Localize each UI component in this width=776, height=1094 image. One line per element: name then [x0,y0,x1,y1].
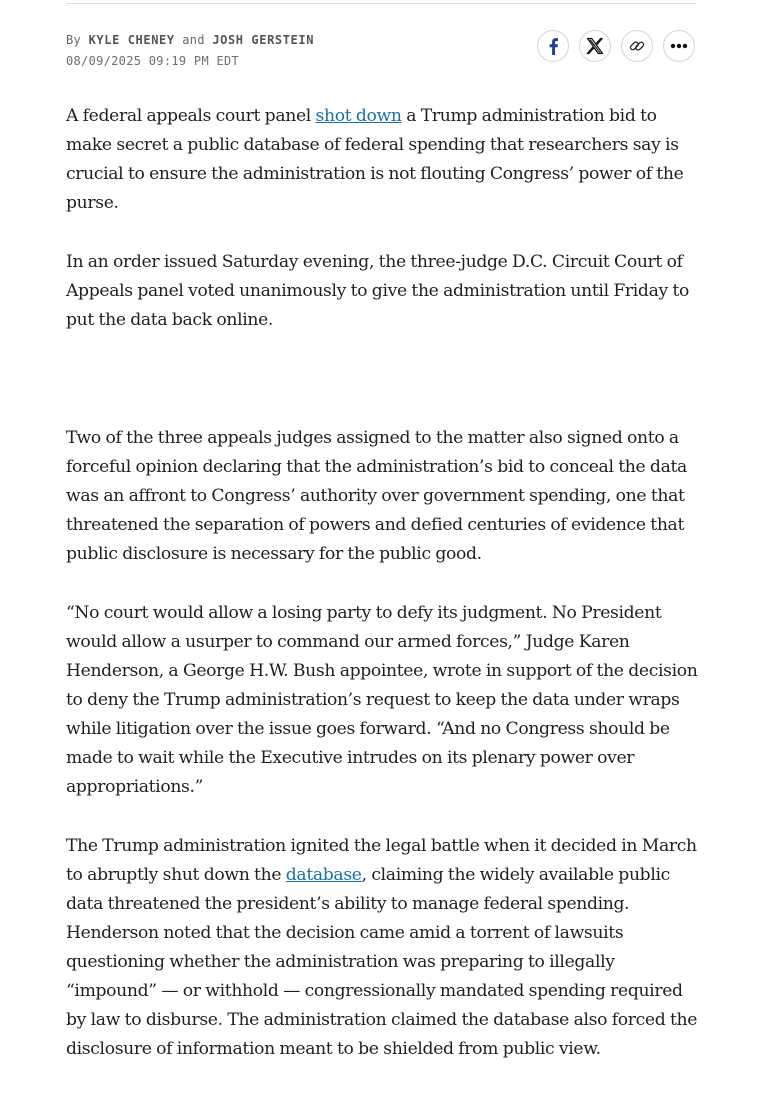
link-icon [628,37,646,55]
paragraph-4: “No court would allow a losing party to defy its judgment. No President would allow a usurper to command our armed forces,” Judge Karen Henderson, a George H.W. Bush appointee, wrote in support of the decision to deny the Trump administration’s request to keep the data under wraps while litigation over the issue goes forward. “And no Congress should be made to wait while the Executive intrudes on its plenary power over appropriations.” [66,603,698,797]
share-x-button[interactable] [579,30,611,62]
publish-timestamp: 08/09/2025 09:19 PM EDT [66,54,240,68]
x-icon [586,37,604,55]
more-icon [670,43,688,49]
author-link-kyle-cheney[interactable]: KYLE CHENEY [88,33,175,47]
byline-joiner: and [182,33,205,47]
database-link[interactable]: database [285,865,362,885]
paragraph-5: The Trump administration ignited the legal battle when it decided in March to abruptly shut down the database, claiming the widely available public data threatened the president’s ability to manage federal spending. Henderson noted that the decision came amid a torrent of lawsuits questioning whether the administration was preparing to illegally “impound” — or withhold — congressionally mandated spending required by law to disburse. The administration claimed the database also forced the disclosure of information meant to be shielded from public view. [66,836,698,1059]
paragraph-2: In an order issued Saturday evening, the three-judge D.C. Circuit Court of Appeals panel voted unanimously to give the administration until Friday to put the data back online. [66,252,690,330]
byline [66,31,314,70]
ad-spacer [66,365,698,394]
share-bar [537,30,695,62]
paragraph-3: Two of the three appeals judges assigned to the matter also signed onto a forceful opinion declaring that the administration’s bid to conceal the data was an affront to Congress’ authority over government spending, one that threatened the separation of powers and defied centuries of evidence that public disclosure is necessary for the public good. [66,428,687,564]
copy-link-button[interactable] [621,30,653,62]
article-body [66,102,698,1094]
author-link-josh-gerstein[interactable]: JOSH GERSTEIN [212,33,315,47]
share-facebook-button[interactable] [537,30,569,62]
authors [66,31,314,49]
paragraph-1: A federal appeals court panel shot down a Trump administration bid to make secret a public database of federal spending that researchers say is crucial to ensure the administration is not flouting Congress’ power of the purse. [66,106,684,213]
top-divider [66,3,696,4]
shot-down-link[interactable]: shot down [315,106,402,126]
more-options-button[interactable] [663,30,695,62]
facebook-icon [546,37,560,55]
byline-prefix: By [66,33,82,47]
